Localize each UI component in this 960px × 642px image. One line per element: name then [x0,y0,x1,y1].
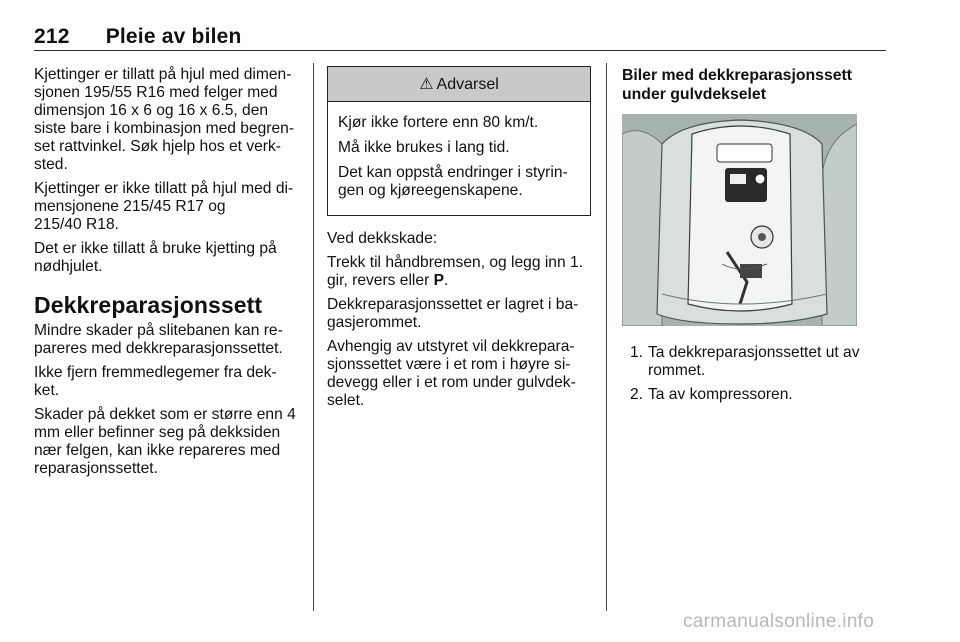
column-1 [34,66,300,484]
step-number: 2. [630,386,644,403]
warning-line: Må ikke brukes i lang tid. [338,139,510,156]
paragraph-kit-storage: Dekkreparasjonssettet er lagret i ba-gasjerommet. [327,296,579,331]
gear-p-label: P [433,272,444,289]
paragraph-spare-wheel: Det er ikke tillatt å bruke kjetting på nødhjulet. [34,240,277,275]
page-number: 212 [34,25,70,48]
step-item [622,344,887,380]
step-text: Ta dekkreparasjonssettet ut av rommet. [648,344,860,379]
section-title: Dekkreparasjonssett [34,292,263,318]
paragraph-chains-not-allowed-text: Kjettinger er ikke tillatt på hjul med di-mensjonene 215/45 R17 og [34,180,294,215]
page-title: Pleie av bilen [105,25,242,48]
paragraph-tyre-damage: Ved dekkskade: [327,230,438,247]
handbrake-period: . [444,272,449,289]
instruction-steps [622,344,887,404]
watermark: carmanualsonline.info [683,611,875,632]
paragraph-chains-allowed: Kjettinger er tillatt på hjul med dimen-sjonen 195/55 R16 med felger med dimensjon 16 x 6 og 16 x 6.5, den siste bare i kombinasjon med begren-set rattvinkel. Søk hjelp hos et verk-sted. [34,66,295,173]
paragraph-chains-not-allowed-size: 215/40 R18. [34,216,119,233]
paragraph-large-damage: Skader på dekket som er større enn 4 mm eller befinner seg på dekksiden nær felgen, kan ikke repareres med reparasjonssettet. [34,406,296,477]
column-divider-2 [606,63,607,611]
warning-body [328,102,590,215]
warning-line: Kjør ikke fortere enn 80 km/t. [338,114,539,131]
step-text: Ta av kompressoren. [648,386,793,403]
subsection-title: Biler med dekkreparasjonssett under gulvdekselet [622,67,853,103]
column-divider-1 [313,63,314,611]
warning-line: Det kan oppstå endringer i styrin-gen og kjøreegenskapene. [338,164,568,199]
warning-header [328,67,590,102]
step-item [622,386,887,404]
paragraph-minor-damage: Mindre skader på slitebanen kan re-pareres med dekkreparasjonssettet. [34,322,283,357]
handbrake-text: Trekk til håndbremsen, og legg inn 1. gir, revers eller [327,254,583,289]
warning-title: Advarsel [436,76,499,93]
repair-kit-illustration [622,114,857,326]
warning-icon: ⚠ [419,76,434,93]
warning-box [327,66,591,216]
page-header [34,25,242,49]
paragraph-kit-location: Avhengig av utstyret vil dekkrepara-sjonssettet være i et rom i høyre si-devegg eller i et rom under gulvdek-selet. [327,338,576,409]
paragraph-chains-not-allowed [34,180,300,234]
column-2 [327,66,593,416]
paragraph-foreign-objects: Ikke fjern fremmedlegemer fra dek-ket. [34,364,277,399]
header-rule [34,50,886,51]
paragraph-handbrake [327,254,593,290]
step-number: 1. [630,344,644,361]
column-3 [622,66,887,410]
